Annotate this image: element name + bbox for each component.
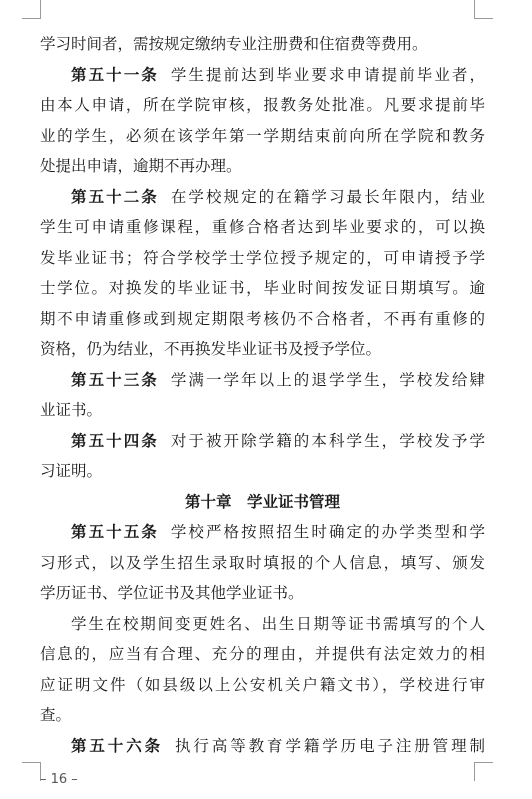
- chapter-heading: 第十章 学业证书管理: [184, 491, 340, 511]
- text-line: [40, 243, 485, 274]
- line-text: 处提出申请，逾期不再办理。: [40, 157, 242, 175]
- text-line: [40, 670, 485, 701]
- line-text: 应证明文件（如县级以上公安机关户籍文书），学校进行审: [40, 675, 485, 694]
- text-line: [40, 395, 485, 426]
- line-text: 对于被开除学籍的本科学生，学校发予学: [170, 431, 485, 450]
- article-number: 第五十一条: [71, 64, 159, 84]
- line-text: 士学位。对换发的毕业证书，毕业时间按发证日期填写。逾: [40, 279, 485, 297]
- text-line: [40, 578, 485, 609]
- line-text: 习形式，以及学生招生录取时填报的个人信息，填写、颁发: [40, 553, 485, 572]
- text-line: [40, 639, 485, 670]
- line-text: 业的学生，必须在该学年第一学期结束前向所在学院和教务: [40, 126, 485, 145]
- line-text: 在学校规定的在籍学习最长年限内，结业: [170, 187, 485, 206]
- text-line: [40, 426, 485, 457]
- article-number: 第五十三条: [71, 369, 159, 389]
- line-text: 信息的，应当有合理、充分的理由，并提供有法定效力的相: [40, 645, 485, 663]
- crop-mark-bottom-left: [22, 762, 41, 781]
- page-number: – 16 –: [40, 772, 78, 787]
- line-text: 业证书。: [40, 401, 103, 419]
- line-text: 学生可申请重修课程，重修合格者达到毕业要求的，可以换: [40, 218, 485, 236]
- line-text: 执行高等教育学籍学历电子注册管理制: [175, 736, 485, 755]
- line-text: 由本人申请，所在学院审核，报教务处批准。凡要求提前毕: [40, 96, 485, 114]
- line-text: 发毕业证书；符合学校学士学位授予规定的，可申请授予学: [40, 248, 485, 267]
- line-text: 学历证书、学位证书及其他学业证书。: [40, 584, 304, 602]
- text-line: [40, 548, 485, 579]
- text-line: [40, 90, 485, 121]
- text-line: [40, 121, 485, 152]
- text-line: [40, 151, 485, 182]
- text-line: [40, 182, 485, 213]
- text-line: [40, 304, 485, 335]
- text-line: [40, 609, 485, 640]
- line-text: 期不申请重修或到规定期限考核仍不合格者，不再有重修的: [40, 309, 485, 328]
- text-line: [40, 365, 485, 396]
- text-line: [40, 29, 485, 60]
- crop-mark-bottom-right: [474, 762, 493, 781]
- line-text: 学满一学年以上的退学学生，学校发给肄: [170, 370, 485, 389]
- line-text: 学校严格按照招生时确定的办学类型和学: [170, 523, 485, 541]
- text-line: [40, 273, 485, 304]
- article-number: 第五十五条: [71, 522, 159, 541]
- text-line: [40, 731, 485, 762]
- article-number: 第五十六条: [71, 735, 164, 755]
- text-line: [40, 456, 485, 487]
- text-line: [40, 700, 485, 731]
- text-line: [40, 60, 485, 91]
- text-line: [40, 517, 485, 548]
- line-text: 习证明。: [40, 462, 103, 480]
- document-body: [40, 29, 485, 761]
- line-text: 学生在校期间变更姓名、出生日期等证书需填写的个人: [71, 614, 485, 633]
- line-text: 资格，仍为结业，不再换发毕业证书及授予学位。: [40, 340, 382, 358]
- line-text: 学习时间者，需按规定缴纳专业注册费和住宿费等费用。: [40, 35, 428, 53]
- line-text: 查。: [40, 706, 72, 724]
- article-number: 第五十四条: [71, 430, 159, 450]
- crop-mark-top-left: [22, 0, 41, 19]
- line-text: 学生提前达到毕业要求申请提前毕业者，: [170, 65, 485, 84]
- article-number: 第五十二条: [71, 186, 159, 206]
- text-line: [40, 334, 485, 365]
- text-line: [40, 212, 485, 243]
- crop-mark-top-right: [474, 0, 493, 19]
